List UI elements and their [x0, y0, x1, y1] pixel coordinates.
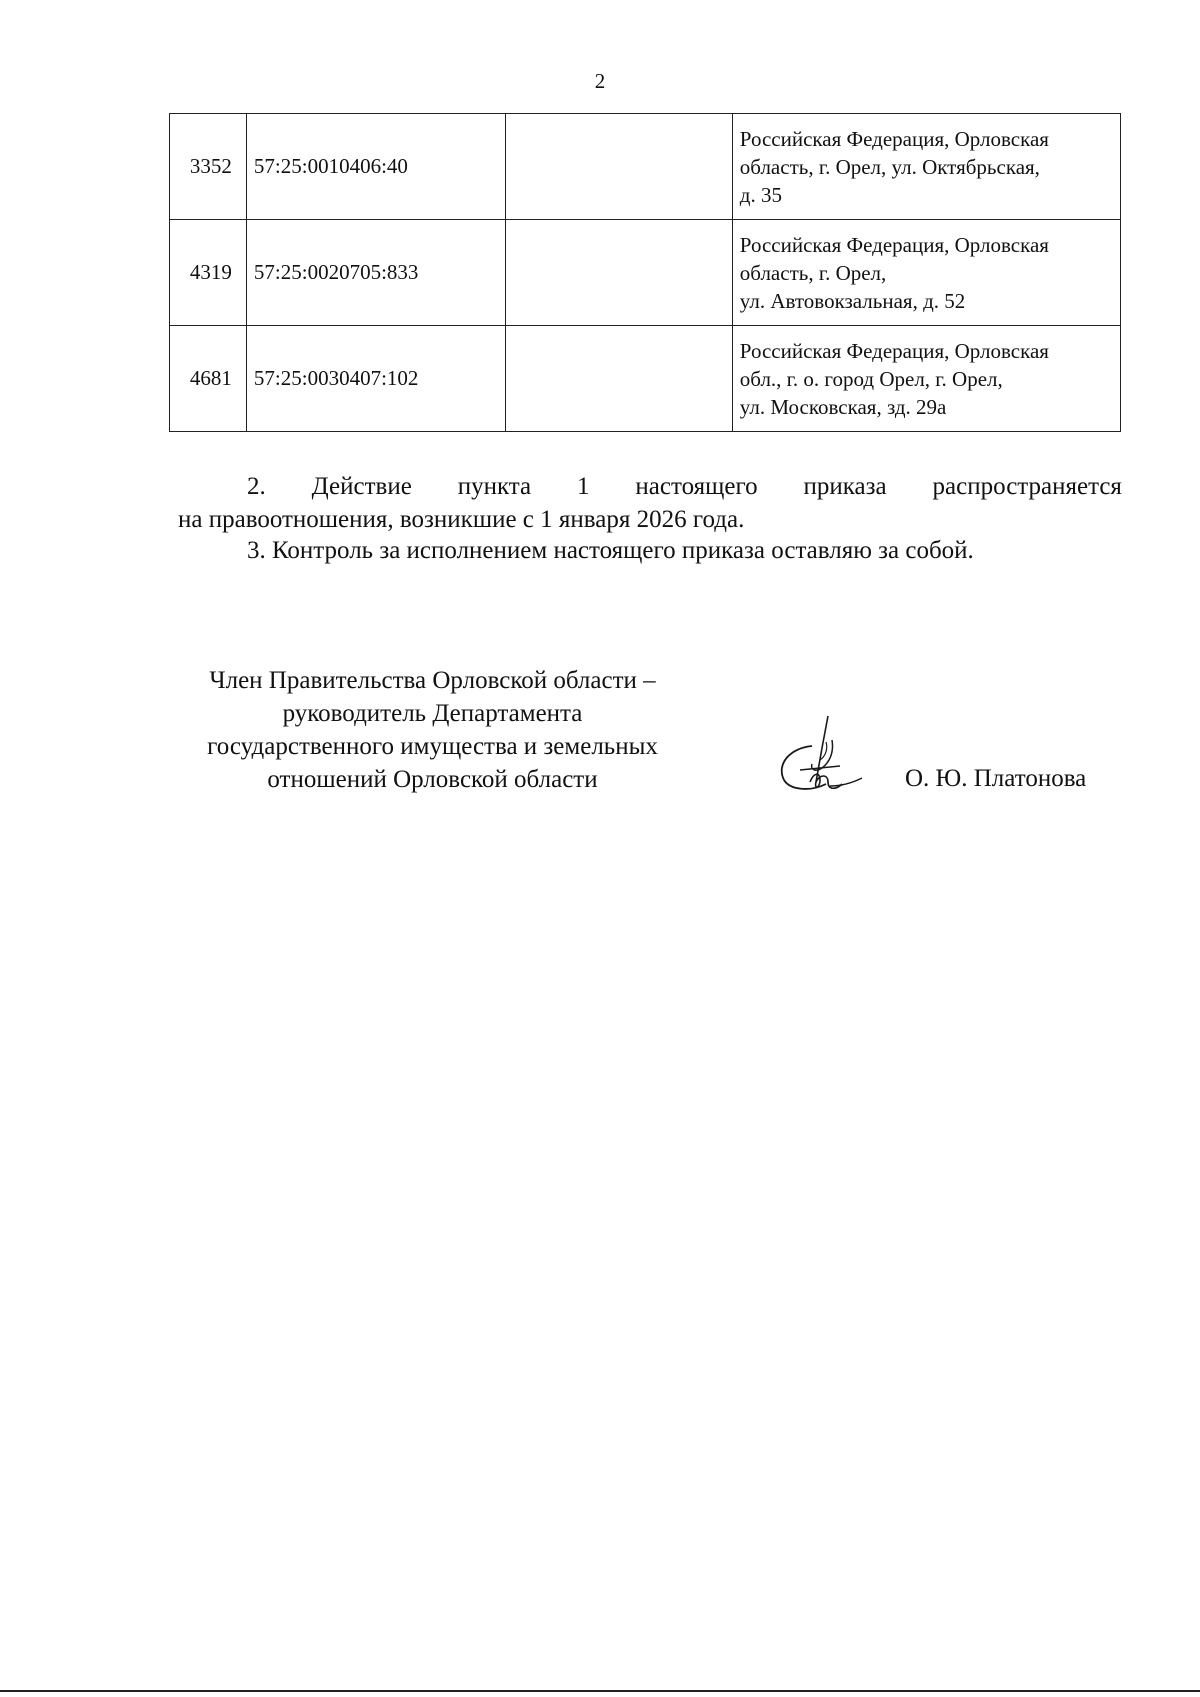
signatory-title-line: отношений Орловской области — [267, 766, 598, 793]
row-number: 3352 — [170, 114, 247, 220]
handwritten-signature — [770, 712, 880, 802]
address-line: обл., г. о. город Орел, г. Орел, — [739, 366, 1003, 391]
cadastral-number: 57:25:0020705:833 — [246, 220, 505, 326]
address-cell — [732, 326, 1120, 432]
word: распространяется — [932, 473, 1122, 500]
paragraph-2 — [178, 470, 1122, 536]
empty-cell — [505, 220, 732, 326]
word: Действие — [311, 473, 412, 500]
empty-cell — [505, 114, 732, 220]
paragraph-2-second-line: на правоотношения, возникшие с 1 января 2026 года. — [178, 506, 745, 533]
row-number: 4319 — [170, 220, 247, 326]
address-line: Российская Федерация, Орловская — [739, 338, 1049, 363]
cadastral-number: 57:25:0030407:102 — [246, 326, 505, 432]
page-number: 2 — [594, 69, 606, 93]
word: настоящего — [635, 473, 758, 500]
table-row — [170, 220, 1121, 326]
address-line: ул. Московская, зд. 29а — [739, 394, 947, 419]
empty-cell — [505, 326, 732, 432]
address-line: область, г. Орел, ул. Октябрьская, — [739, 154, 1040, 179]
paragraph-3: 3. Контроль за исполнением настоящего приказа оставляю за собой. — [247, 537, 974, 564]
word: 1 — [577, 473, 590, 500]
signatory-title-line: руководитель Департамента — [282, 700, 583, 727]
address-line: ул. Автовокзальная, д. 52 — [739, 288, 966, 313]
signer-name: О. Ю. Платонова — [905, 765, 1087, 792]
signatory-title — [170, 664, 695, 796]
word: 2. — [247, 473, 266, 500]
signatory-title-line: государственного имущества и земельных — [207, 733, 658, 760]
table-row — [170, 114, 1121, 220]
table-row — [170, 326, 1121, 432]
property-table — [169, 113, 1121, 432]
word: пункта — [457, 473, 532, 500]
address-line: область, г. Орел, — [739, 260, 887, 285]
bottom-rule — [0, 1690, 1200, 1692]
signatory-title-line: Член Правительства Орловской области – — [209, 667, 656, 694]
address-line: Российская Федерация, Орловская — [739, 126, 1049, 151]
address-line: д. 35 — [739, 182, 782, 207]
address-cell — [732, 220, 1120, 326]
address-cell — [732, 114, 1120, 220]
address-line: Российская Федерация, Орловская — [739, 232, 1049, 257]
word: приказа — [803, 473, 887, 500]
paragraph-2-first-line — [178, 470, 1122, 503]
row-number: 4681 — [170, 326, 247, 432]
cadastral-number: 57:25:0010406:40 — [246, 114, 505, 220]
